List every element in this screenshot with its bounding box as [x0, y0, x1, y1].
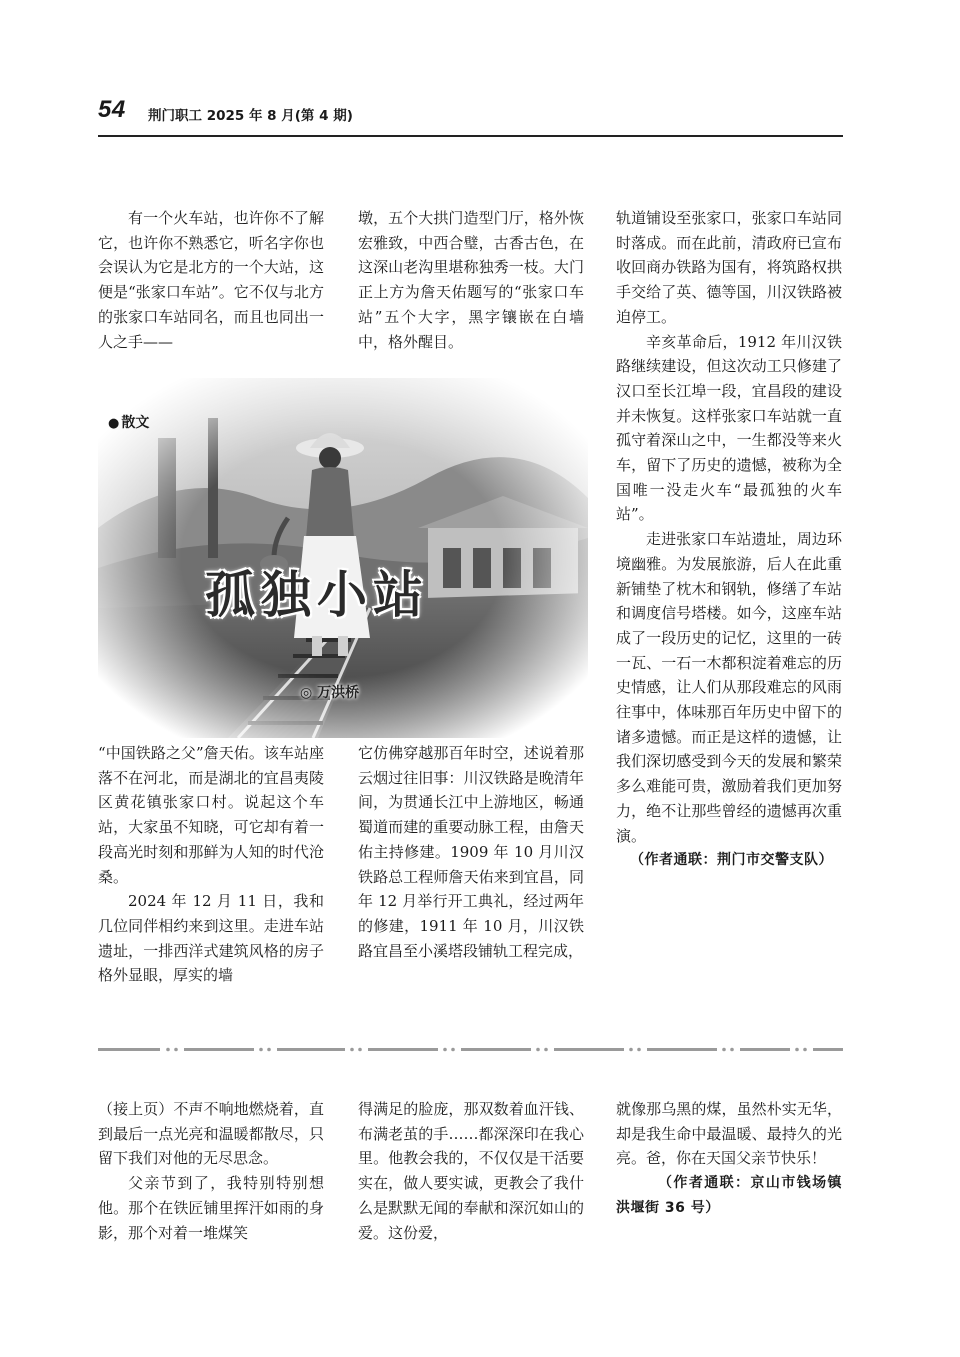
- article-title: 孤独小站: [205, 566, 429, 624]
- continued-column-1: [98, 1097, 324, 1245]
- column-2-top: [358, 206, 584, 354]
- paragraph: 2024 年 12 月 11 日，我和几位同伴相约来到这里。走进车站遗址，一排西洋式建筑风格的房子格外显眼，厚实的墙: [98, 892, 324, 985]
- author-contact: （作者通联：荆门市交警支队）: [630, 852, 833, 869]
- column-2-bottom: [358, 741, 584, 963]
- continued-column-2: [358, 1097, 584, 1245]
- section-label: [108, 412, 149, 432]
- paragraph: 轨道铺设至张家口，张家口车站同时落成。而在此前，清政府已宣布收回商办铁路为国有，将筑路权拱手交给了英、德等国，川汉铁路被迫停工。: [616, 209, 842, 326]
- bullet-icon: ●: [108, 416, 120, 431]
- paragraph: （接上页）不声不响地燃烧着，直到最后一点光亮和温暖都散尽，只留下我们对他的无尽思念。: [98, 1100, 324, 1168]
- page-number: 54: [98, 96, 126, 123]
- magazine-issue-header: 荆门职工 2025 年 8 月(第 4 期): [148, 108, 353, 124]
- author-contact: （作者通联：京山市钱场镇洪堰街 36 号）: [616, 1175, 842, 1216]
- paragraph: 父亲节到了，我特别特别想他。那个在铁匠铺里挥汗如雨的身影，那个对着一堆煤笑: [98, 1174, 324, 1242]
- article-author: ◎ 万洪桥: [300, 685, 360, 701]
- paragraph: 它仿佛穿越那百年时空，述说着那云烟过往旧事：川汉铁路是晚清年间，为贯通长江中上游地区，畅通蜀道而建的重要动脉工程，由詹天佑主持修建。1909 年 10 月川汉铁路总工程师詹天佑来到宜昌，同年 12 月举行开工典礼，经过两年的修建，1911 年 10 月，川汉铁路宜昌至小溪塔段铺轨工程完成，: [358, 744, 584, 960]
- column-1-top: [98, 206, 324, 354]
- paragraph: 走进张家口车站遗址，周边环境幽雅。为发展旅游，后人在此重新铺垫了枕木和钢轨，修缮了车站和调度信号塔楼。如今，这座车站成了一段历史的记忆，这里的一砖一瓦、一石一木都积淀着难忘的历史情感，让人们从那段难忘的风雨往事中，体味那百年历史中留下的诸多遗憾。而正是这样的遗憾，让我们深切感受到今天的发展和繁荣多么难能可贵，激励着我们更加努力，绝不让那些曾经的遗憾再次重演。: [616, 530, 842, 845]
- paragraph: 墩，五个大拱门造型门厅，格外恢宏雅致，中西合璧，古香古色，在这深山老沟里堪称独秀一枝。大门正上方为詹天佑题写的“张家口车站”五个大字，黑字镶嵌在白墙中，格外醒目。: [358, 209, 584, 351]
- paragraph: 就像那乌黑的煤，虽然朴实无华，却是我生命中最温暖、最持久的光亮。爸，你在天国父亲节快乐！: [616, 1100, 842, 1168]
- paragraph: 有一个火车站，也许你不了解它，也许你不熟悉它，听名字你也会误认为它是北方的一个大站，这便是“张家口车站”。它不仅与北方的张家口车站同名，而且也同出一人之手——: [98, 209, 324, 351]
- paragraph: “中国铁路之父”詹天佑。该车站座落不在河北，而是湖北的宜昌夷陵区黄花镇张家口村。说起这个车站，大家虽不知晓，可它却有着一段高光时刻和那鲜为人知的时代沧桑。: [98, 744, 324, 886]
- column-1-bottom: [98, 741, 324, 988]
- paragraph: 辛亥革命后，1912 年川汉铁路继续建设，但这次动工只修建了汉口至长江埠一段，宜昌段的建设并未恢复。这样张家口车站就一直孤守着深山之中，一生都没等来火车，留下了历史的遗憾，被称为全国唯一没走火车“最孤独的火车站”。: [616, 332, 842, 524]
- header-rule: [98, 135, 843, 137]
- column-3: [616, 206, 842, 873]
- continued-column-3: [616, 1097, 842, 1221]
- paragraph: 得满足的脸庞，那双数着血汗钱、布满老茧的手……都深深印在我心里。他教会我的，不仅仅是干活要实在，做人要实诚，更教会了我什么是默默无闻的奉献和深沉如山的爱。这份爱，: [358, 1100, 584, 1242]
- section-divider: [98, 1046, 843, 1054]
- section-label-text: 散文: [121, 415, 150, 431]
